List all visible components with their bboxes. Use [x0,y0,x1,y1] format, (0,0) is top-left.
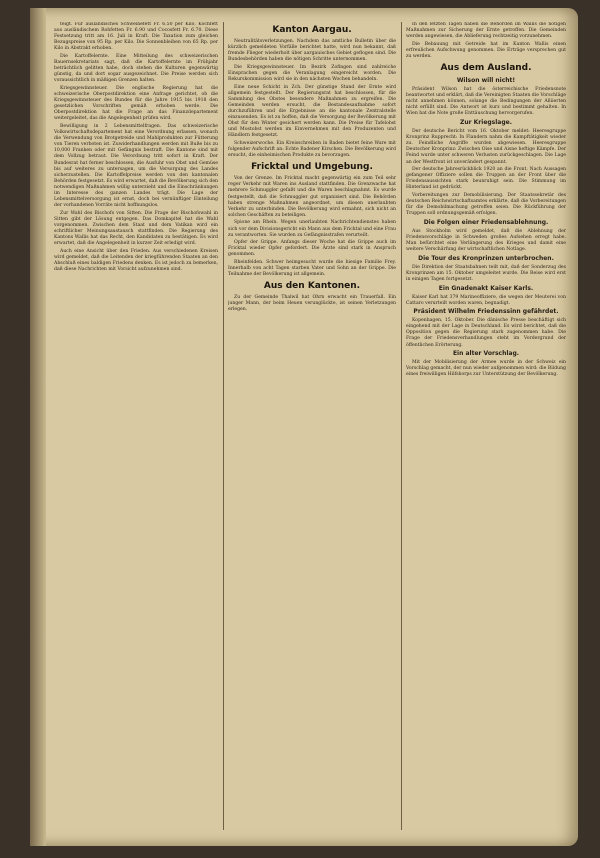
section-heading-aargau: Kanton Aargau. [272,25,352,35]
subheading-wilson: Wilson will nicht! [456,77,516,85]
column-rule [401,22,402,830]
article-paragraph: Kopenhagen, 15. Oktober. Die dänische Presse beschäftigt sich eingehend mit der Lage in Deutschland. Es wird berichtet, daß die Opposition gegen die Regierung stark zugenommen habe. Die Frage der Friedensverhandlungen steht im Vordergrund der öffentlichen Erörterung. [406,318,566,348]
column-right [406,22,566,832]
subheading-friedensablehnung: Die Folgen einer Friedensablehnung. [423,218,549,226]
article-paragraph: Spione am Rhein. Wegen unerlaubten Nachrichtendienstes haben sich vor dem Divisionsgericht ein Mann aus dem Fricktal und eine Frau zu verantworten. Sie wurden zu Gefängnisstrafen verurteilt. [228,220,396,238]
article-paragraph: Der deutsche Jahresrückblick 1920 an die Front. Nach Aussagen gefangener Offiziere sollen die Truppen an der Front über die Friedensaussichten stark beunruhigt sein. Die Stimmung im Hinterland ist gedrückt. [406,167,566,191]
article-paragraph: Bewilligung in 2 Lebensmittelfragen. Das schweizerische Volkswirtschaftsdepartement hat eine Verordnung erlassen, wonach die Verwendung von Brotgetreide und Mahlprodukten zur Fütterung von Tieren verboten ist. Zuwiderhandlungen werden mit Buße bis zu 10,000 Franken oder mit Gefängnis bestraft. Die Kantone sind mit dem Vollzug betraut. Die Verordnung tritt sofort in Kraft. Der Bundesrat hat ferner beschlossen, die Ausfuhr von Obst und Gemüse bis auf weiteres zu untersagen, um die Versorgung des Landes sicherzustellen. Die Kartoffelpreise werden von den kantonalen Behörden festgesetzt. Es wird erwartet, daß die Bevölkerung sich den notwendigen Maßnahmen willig unterzieht und die Einschränkungen im Interesse des ganzen Landes trägt. Die Lage der Lebensmittelversorgung ist ernst, doch bei vernünftiger Einteilung der vorhandenen Vorräte nicht hoffnungslos. [54,124,218,209]
article-paragraph: Aus Stockholm wird gemeldet, daß die Ablehnung der Friedensvorschläge in Schweden großes Aufsehen erregt habe. Man befürchtet eine Verlängerung des Krieges und damit eine weitere Verschärfung der wirtschaftlichen Notlage. [406,228,566,253]
column-left [54,22,218,832]
article-paragraph: Die Direktion der Staatsbahnen teilt mit, daß der Sonderzug des Kronprinzen am 15. Oktober umgeleitet wurde. Die Reise wird erst in einigen Tagen fortgesetzt. [406,264,566,282]
article-paragraph: In den letzten Tagen haben die Behörden im Wallis die nötigen Maßnahmen zur Sicherung der Ernte getroffen. Die Gemeinden werden angewiesen, die Ablieferung rechtzeitig vorzunehmen. [406,22,566,40]
subheading-vorschlag: Ein alter Vorschlag. [452,350,520,358]
article-paragraph: Schweizerwoche. Ein Kreisschreiben in Baden bietet feine Ware mit folgender Aufschrift an: Echte Badener Kirschen. Die Bevölkerung wird ersucht, die einheimischen Produkte zu bevorzugen. [228,141,396,159]
book-spine [30,8,46,846]
article-paragraph: Zur Wahl des Bischofs von Sitten. Die Frage der Bischofswahl in Sitten gibt der Lösung entgegen. Das Domkapitel hat die Wahl vorgenommen. Zwischen dem Staat und dem Vatikan wird ein schriftlicher Meinungsaustausch stattfinden. Die Regierung des Kantons Wallis hat das Recht, den Kandidaten zu bestätigen. Es wird erwartet, daß die Angelegenheit in kurzer Zeit erledigt wird. [54,210,218,247]
article-paragraph: Von der Grenze. Im Fricktal macht gegenwärtig ein zum Teil sehr reger Verkehr mit Waren ins Ausland stattfinden. Die Grenzwache hat mehrere Schmuggler gefaßt und die Waren beschlagnahmt. Es wurde festgestellt, daß die Schmuggler gut organisiert sind. Die Behörden haben strenge Maßnahmen angeordnet, um diesen unerlaubten Verkehr zu unterbinden. Die Bevölkerung wird ermahnt, sich nicht an solchen Geschäften zu beteiligen. [228,176,396,218]
subheading-kaiser: Ein Gnadenakt Kaiser Karls. [438,284,534,292]
article-paragraph: Mit der Mobilisierung der Armee wurde in der Schweiz ein Vorschlag gemacht, der nun wieder aufgenommen wird: die Bildung eines freiwilligen Hilfskorps zur Unterstützung der Bevölkerung. [406,360,566,378]
subheading-kriegslage: Zur Kriegslage. [459,119,513,127]
article-paragraph: Präsident Wilson hat die österreichische Friedensnote beantwortet und erklärt, daß die Vereinigten Staaten die Vorschläge nicht annehmen können, solange die Bedingungen der Alliierten nicht erfüllt sind. Die Antwort ist kurz und bestimmt gehalten. In Wien hat die Note große Enttäuschung hervorgerufen. [406,87,566,117]
article-paragraph: Rheinfelden. Schwer heimgesucht wurde die hiesige Familie Frey. Innerhalb von acht Tagen starben Vater und Sohn an der Grippe. Die Teilnahme der Bevölkerung ist allgemein. [228,260,396,278]
section-heading-fricktal: Fricktal und Umgebung. [251,162,373,173]
column-rule [223,22,224,830]
article-paragraph: Die Kriegsgewinnsteuer. Im Bezirk Zofingen sind zahlreiche Einsprachen gegen die Veranlagung eingereicht worden. Die Rekurskommission wird sie in den nächsten Wochen behandeln. [228,64,396,83]
subheading-tour: Die Tour des Kronprinzen unterbrochen. [418,254,554,262]
article-paragraph: Kaiser Karl hat 379 Marineoffiziere, die wegen der Meuterei von Cattaro verurteilt worden waren, begnadigt. [406,294,566,306]
article-paragraph: Der deutsche Bericht vom 16. Oktober meldet: Heeresgruppe Kronprinz Rupprecht: In Flandern nahm die Kampftätigkeit wieder zu. Feindliche Angriffe wurden abgewiesen. Heeresgruppe Deutscher Kronprinz: Zwischen Oise und Aisne heftige Kämpfe. Der Feind wurde unter schweren Verlusten zurückgeschlagen. Die Lage an der Westfront ist unverändert gespannt. [406,129,566,165]
section-heading-ausland: Aus dem Ausland. [440,63,532,74]
article-paragraph: Die Bebauung mit Getreide hat im Kanton Wallis einen erfreulichen Aufschwung genommen. Die Erträge versprechen gut zu werden. [406,41,566,59]
newspaper-page [30,8,578,846]
article-paragraph: Auch eine Ansicht über den Frieden. Aus verschiedenen Kreisen wird gemeldet, daß die Leitenden der kriegführenden Staaten an den Abschluß eines baldigen Friedens denken. Es ist jedoch zu bemerken, daß diese Nachrichten mit Vorsicht aufzunehmen sind. [54,248,218,273]
section-heading-kantonen: Aus den Kantonen. [263,281,361,292]
article-paragraph: Eine neue Schicht in Zch. Der günstige Stand der Ernte wird allgemein festgestellt. Der Regierungsrat hat beschlossen, für die Sammlung des Obstes besondere Maßnahmen zu ergreifen. Die Gemeinden werden ersucht, die Bestandesaufnahme sofort durchzuführen und die Ergebnisse an die kantonale Zentralstelle einzusenden. Es ist zu hoffen, daß die Versorgung der Bevölkerung mit Obst für den Winter gesichert werden kann. Die Preise für Tafelobst und Mostobst werden im Einvernehmen mit den Produzenten und Händlern festgesetzt. [228,84,396,139]
article-paragraph: Zu der Gemeinde Thalwil hat Ohrn erwacht ein Trauerfall. Ein junger Mann, der beim Heuen verunglückte, ist seinen Verletzungen erlegen. [228,295,396,313]
article-paragraph: Opfer der Grippe. Anfangs dieser Woche hat die Grippe auch im Fricktal wieder Opfer gefordert. Die Ärzte sind stark in Anspruch genommen. [228,240,396,258]
article-paragraph: teigt. Für ausländisches Schweinefett Fr. 6.50 per Kilo, Kochfett aus ausländischem Rohfetten Fr. 6.90 und Cocosfett Fr. 6.70. Diese Festsetzung tritt am 16. Juli in Kraft. Die Taxation zum gleichen Bezugspreise von 95 Rp. per Kilo. Die Sonnenbleiben von 65 Rp. per Kilo in Abstrakt erhoben. [54,22,218,52]
article-paragraph: Die Kartoffelernte. Eine Mitteilung des schweizerischen Bauernsekretariats sagt, daß die Kartoffelernte im Frühjahr beträchtlich gelitten habe, doch stehen die Kulturen gegenwärtig günstig, da und dort sogar ausgezeichnet. Die Preise werden sich voraussichtlich in mäßigen Grenzen halten. [54,53,218,84]
column-middle [228,22,396,832]
article-paragraph: Neutralitätsverletzungen. Nachdem das amtliche Bulletin über die kürzlich gemeldeten Vorfälle berichtet hatte, wird nun bekannt, daß fremde Flieger wiederholt über aargauisches Gebiet geflogen sind. Die Bundesbehörden haben die nötigen Schritte unternommen. [228,39,396,63]
subheading-wilhelm: Präsident Wilhelm Friedenssinn gefährdet. [413,308,559,316]
article-paragraph: Kriegsgewinnsteuer. Die englische Regierung hat die schweizerische Oberpostdirektion eine Anfrage gerichtet, ob die Kriegsgewinnsteuer des Bundes für die Jahre 1915 bis 1918 den gesetzlichen Vorschriften gemäß erhoben werde. Die Oberpostdirektion hat die Frage an das Finanzdepartement weitergeleitet, das die Angelegenheit prüfen wird. [54,85,218,122]
article-paragraph: Vorbereitungen zur Demobilisierung. Der Staatssekretär des deutschen Reichswirtschaftsamtes erklärte, daß die Vorbereitungen für die Demobilmachung getroffen seien. Die Rückführung der Truppen soll ordnungsgemäß erfolgen. [406,192,566,217]
